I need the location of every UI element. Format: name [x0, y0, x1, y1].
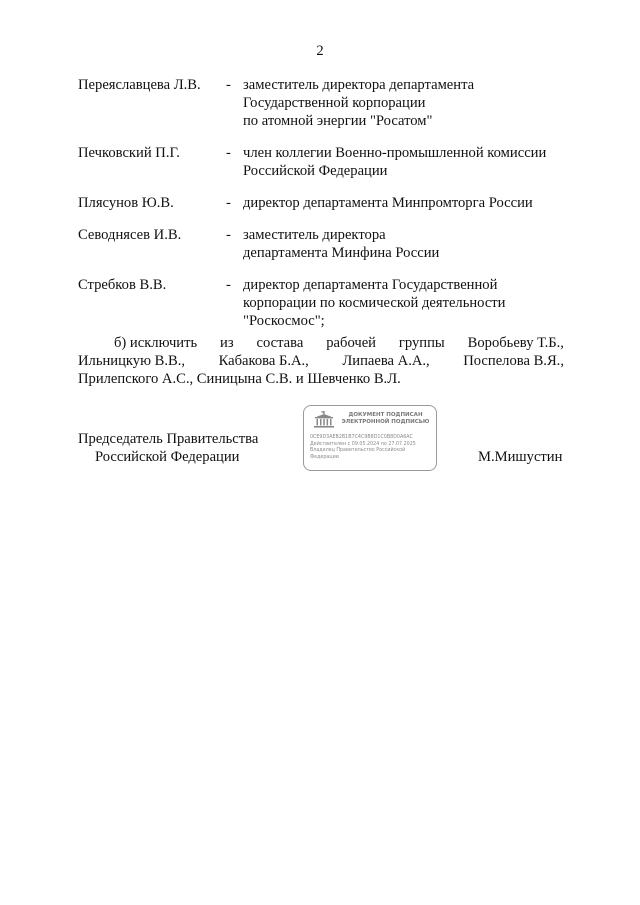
exclusion-line-3: Прилепского А.С., Синицына С.В. и Шевченко В.Л.: [78, 371, 401, 387]
exclusion-word: Поспелова В.Я.,: [463, 353, 564, 369]
exclusion-word: группы: [398, 335, 445, 351]
member-dash: -: [226, 277, 231, 293]
signatory-position-line: Председатель Правительства: [78, 431, 259, 447]
member-role-line: член коллегии Военно-промышленной комиссии: [243, 145, 547, 161]
exclusion-word: рабочей: [326, 335, 376, 351]
stamp-owner: Федерации: [310, 454, 339, 460]
member-role-line: заместитель директора департамента: [243, 77, 475, 93]
signatory-position-line: Российской Федерации: [95, 449, 240, 465]
member-name: Печковский П.Г.: [78, 145, 180, 161]
exclusion-line-2: [78, 352, 564, 370]
stamp-details: [310, 435, 416, 461]
member-name: Стребков В.В.: [78, 277, 167, 293]
member-entry: [78, 144, 578, 180]
member-role-line: "Роскосмос";: [243, 313, 325, 329]
government-building-emblem-icon: [313, 411, 335, 429]
stamp-certificate: 0CE9D3AEB2B1B7C4C9B8D1C0B8D0A6AC: [310, 435, 413, 440]
member-role-line: директор департамента Государственной: [243, 277, 498, 293]
member-role: [243, 194, 543, 212]
member-name: Плясунов Ю.В.: [78, 195, 174, 211]
member-entry: [78, 194, 578, 212]
member-name: Переяславцева Л.В.: [78, 77, 201, 93]
exclusion-word: Липаева А.А.,: [342, 353, 430, 369]
stamp-title-line: ЭЛЕКТРОННОЙ ПОДПИСЬЮ: [341, 419, 430, 425]
stamp-title-line: ДОКУМЕНТ ПОДПИСАН: [348, 412, 423, 418]
member-entry: [78, 226, 578, 262]
member-role-line: директор департамента Минпромторга России: [243, 195, 533, 211]
member-role-line: заместитель директора: [243, 227, 386, 243]
stamp-validity: Действителен с 09.05.2024 по 27.07.2025: [310, 441, 416, 447]
page-number: 2: [316, 43, 324, 59]
member-dash: -: [226, 227, 231, 243]
exclusion-line-1: [78, 334, 564, 352]
member-role: [243, 226, 543, 262]
exclusion-word: Ильницкую В.В.,: [78, 353, 186, 369]
member-dash: -: [226, 195, 231, 211]
member-role: [243, 76, 543, 130]
member-role-line: Российской Федерации: [243, 163, 388, 179]
member-entry: [78, 76, 578, 130]
exclusion-word: Воробьеву Т.Б.,: [467, 335, 564, 351]
stamp-owner: Владелец Правительство Российской: [310, 448, 406, 454]
signatory-position: [78, 430, 258, 466]
member-role-line: департамента Минфина России: [243, 245, 440, 261]
member-role: [243, 144, 547, 180]
member-list: [78, 76, 578, 344]
member-role-line: корпорации по космической деятельности: [243, 295, 506, 311]
member-role-line: Государственной корпорации: [243, 95, 426, 111]
signer-name: М.Мишустин: [478, 449, 563, 465]
member-role: [243, 276, 543, 330]
member-name: Севоднясев И.В.: [78, 227, 182, 243]
member-role-line: по атомной энергии "Росатом": [243, 113, 433, 129]
member-entry: [78, 276, 578, 330]
exclusion-word: Кабакова Б.А.,: [218, 353, 309, 369]
exclusion-word: из: [220, 335, 234, 351]
member-dash: -: [226, 145, 231, 161]
exclusion-word: состава: [256, 335, 304, 351]
stamp-title: [338, 412, 433, 426]
member-dash: -: [226, 77, 231, 93]
exclusion-word: б) исключить: [114, 335, 198, 351]
electronic-signature-stamp: [303, 405, 437, 471]
exclusion-paragraph: [78, 334, 564, 388]
